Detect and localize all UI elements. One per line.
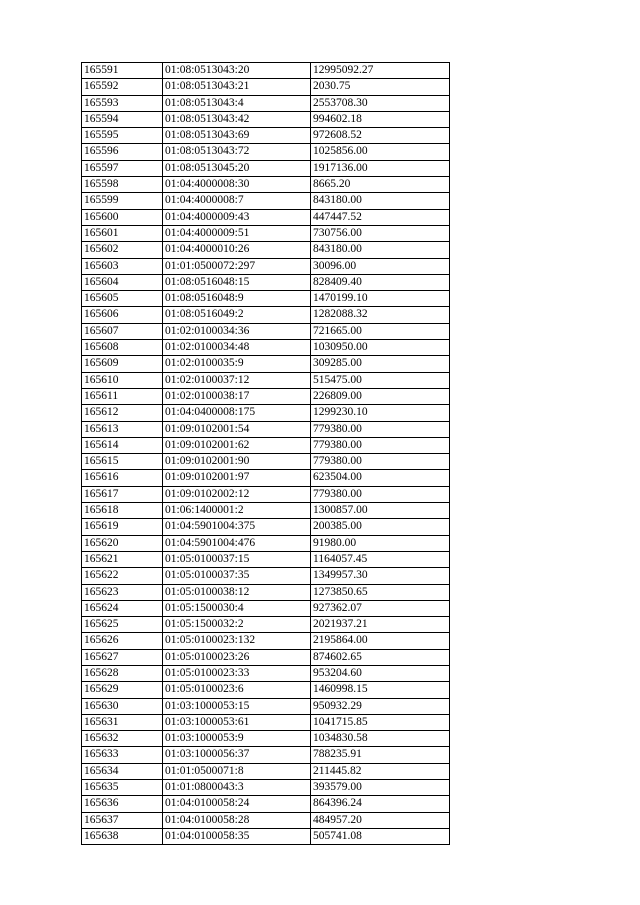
table-row xyxy=(82,535,450,551)
row-code-cell: 01:04:0100058:35 xyxy=(163,828,311,844)
row-amount-cell: 779380.00 xyxy=(311,454,450,470)
row-code-cell: 01:04:4000009:51 xyxy=(163,225,311,241)
row-id-cell: 165636 xyxy=(82,796,163,812)
row-amount-cell: 91980.00 xyxy=(311,535,450,551)
row-id-cell: 165594 xyxy=(82,111,163,127)
row-id-cell: 165607 xyxy=(82,323,163,339)
row-id-cell: 165629 xyxy=(82,682,163,698)
table-row xyxy=(82,551,450,567)
row-code-cell: 01:09:0102002:12 xyxy=(163,486,311,502)
table-row xyxy=(82,111,450,127)
row-amount-cell: 864396.24 xyxy=(311,796,450,812)
row-id-cell: 165598 xyxy=(82,177,163,193)
row-amount-cell: 927362.07 xyxy=(311,600,450,616)
row-id-cell: 165635 xyxy=(82,780,163,796)
row-id-cell: 165613 xyxy=(82,421,163,437)
row-id-cell: 165608 xyxy=(82,340,163,356)
row-amount-cell: 1349957.30 xyxy=(311,568,450,584)
row-amount-cell: 2021937.21 xyxy=(311,617,450,633)
row-code-cell: 01:05:0100037:15 xyxy=(163,551,311,567)
row-id-cell: 165603 xyxy=(82,258,163,274)
row-id-cell: 165591 xyxy=(82,63,163,79)
row-id-cell: 165612 xyxy=(82,405,163,421)
row-id-cell: 165618 xyxy=(82,503,163,519)
row-amount-cell: 200385.00 xyxy=(311,519,450,535)
row-id-cell: 165626 xyxy=(82,633,163,649)
row-amount-cell: 623504.00 xyxy=(311,470,450,486)
table-row xyxy=(82,356,450,372)
row-code-cell: 01:03:1000053:15 xyxy=(163,698,311,714)
row-id-cell: 165610 xyxy=(82,372,163,388)
table-row xyxy=(82,372,450,388)
row-amount-cell: 2195864.00 xyxy=(311,633,450,649)
row-amount-cell: 2030.75 xyxy=(311,79,450,95)
row-amount-cell: 309285.00 xyxy=(311,356,450,372)
table-row xyxy=(82,340,450,356)
row-code-cell: 01:05:0100023:6 xyxy=(163,682,311,698)
row-code-cell: 01:02:0100034:36 xyxy=(163,323,311,339)
row-amount-cell: 1025856.00 xyxy=(311,144,450,160)
row-amount-cell: 1034830.58 xyxy=(311,731,450,747)
row-amount-cell: 994602.18 xyxy=(311,111,450,127)
row-code-cell: 01:08:0516049:2 xyxy=(163,307,311,323)
row-code-cell: 01:05:1500030:4 xyxy=(163,600,311,616)
row-id-cell: 165592 xyxy=(82,79,163,95)
table-row xyxy=(82,291,450,307)
table-row xyxy=(82,323,450,339)
row-code-cell: 01:05:0100023:132 xyxy=(163,633,311,649)
row-id-cell: 165599 xyxy=(82,193,163,209)
row-id-cell: 165622 xyxy=(82,568,163,584)
table-row xyxy=(82,225,450,241)
row-id-cell: 165601 xyxy=(82,225,163,241)
row-id-cell: 165627 xyxy=(82,649,163,665)
row-code-cell: 01:03:1000053:61 xyxy=(163,714,311,730)
row-code-cell: 01:03:1000053:9 xyxy=(163,731,311,747)
row-amount-cell: 12995092.27 xyxy=(311,63,450,79)
table-row xyxy=(82,698,450,714)
row-id-cell: 165600 xyxy=(82,209,163,225)
table-row xyxy=(82,649,450,665)
row-id-cell: 165625 xyxy=(82,617,163,633)
table-row xyxy=(82,747,450,763)
row-code-cell: 01:01:0800043:3 xyxy=(163,780,311,796)
row-id-cell: 165616 xyxy=(82,470,163,486)
row-id-cell: 165638 xyxy=(82,828,163,844)
row-code-cell: 01:02:0100037:12 xyxy=(163,372,311,388)
row-amount-cell: 447447.52 xyxy=(311,209,450,225)
row-amount-cell: 972608.52 xyxy=(311,128,450,144)
row-id-cell: 165617 xyxy=(82,486,163,502)
table-row xyxy=(82,828,450,844)
row-id-cell: 165597 xyxy=(82,160,163,176)
row-code-cell: 01:08:0513043:21 xyxy=(163,79,311,95)
row-amount-cell: 1299230.10 xyxy=(311,405,450,421)
row-amount-cell: 828409.40 xyxy=(311,274,450,290)
table-row xyxy=(82,388,450,404)
table-row xyxy=(82,258,450,274)
table-row xyxy=(82,421,450,437)
table-row xyxy=(82,486,450,502)
row-amount-cell: 1164057.45 xyxy=(311,551,450,567)
table-row xyxy=(82,470,450,486)
row-code-cell: 01:05:1500032:2 xyxy=(163,617,311,633)
row-amount-cell: 393579.00 xyxy=(311,780,450,796)
row-amount-cell: 1282088.32 xyxy=(311,307,450,323)
table-row xyxy=(82,160,450,176)
row-code-cell: 01:04:4000008:30 xyxy=(163,177,311,193)
row-amount-cell: 1273850.65 xyxy=(311,584,450,600)
row-amount-cell: 874602.65 xyxy=(311,649,450,665)
row-code-cell: 01:01:0500071:8 xyxy=(163,763,311,779)
row-id-cell: 165602 xyxy=(82,242,163,258)
row-code-cell: 01:02:0100038:17 xyxy=(163,388,311,404)
table-row xyxy=(82,780,450,796)
row-amount-cell: 1470199.10 xyxy=(311,291,450,307)
table-row xyxy=(82,177,450,193)
table-row xyxy=(82,405,450,421)
row-amount-cell: 730756.00 xyxy=(311,225,450,241)
row-code-cell: 01:03:1000056:37 xyxy=(163,747,311,763)
row-code-cell: 01:08:0513043:20 xyxy=(163,63,311,79)
row-amount-cell: 779380.00 xyxy=(311,421,450,437)
row-code-cell: 01:02:0100035:9 xyxy=(163,356,311,372)
row-amount-cell: 484957.20 xyxy=(311,812,450,828)
row-id-cell: 165630 xyxy=(82,698,163,714)
table-row xyxy=(82,242,450,258)
table-row xyxy=(82,519,450,535)
row-amount-cell: 721665.00 xyxy=(311,323,450,339)
row-id-cell: 165632 xyxy=(82,731,163,747)
row-id-cell: 165596 xyxy=(82,144,163,160)
table-row xyxy=(82,568,450,584)
row-code-cell: 01:05:0100023:26 xyxy=(163,649,311,665)
table-row xyxy=(82,437,450,453)
row-id-cell: 165604 xyxy=(82,274,163,290)
table-row xyxy=(82,63,450,79)
row-code-cell: 01:08:0516048:15 xyxy=(163,274,311,290)
row-amount-cell: 1300857.00 xyxy=(311,503,450,519)
table-row xyxy=(82,763,450,779)
row-code-cell: 01:08:0513043:69 xyxy=(163,128,311,144)
row-id-cell: 165637 xyxy=(82,812,163,828)
table-row xyxy=(82,454,450,470)
row-id-cell: 165606 xyxy=(82,307,163,323)
row-id-cell: 165633 xyxy=(82,747,163,763)
table-row xyxy=(82,796,450,812)
table-row xyxy=(82,665,450,681)
row-code-cell: 01:08:0513043:42 xyxy=(163,111,311,127)
row-code-cell: 01:08:0513043:4 xyxy=(163,95,311,111)
table-row xyxy=(82,584,450,600)
row-code-cell: 01:04:4000008:7 xyxy=(163,193,311,209)
table-row xyxy=(82,682,450,698)
table-row xyxy=(82,274,450,290)
row-id-cell: 165624 xyxy=(82,600,163,616)
row-amount-cell: 953204.60 xyxy=(311,665,450,681)
table-row xyxy=(82,731,450,747)
row-code-cell: 01:04:0400008:175 xyxy=(163,405,311,421)
row-amount-cell: 843180.00 xyxy=(311,242,450,258)
row-code-cell: 01:09:0102001:54 xyxy=(163,421,311,437)
row-code-cell: 01:09:0102001:62 xyxy=(163,437,311,453)
table-row xyxy=(82,617,450,633)
row-code-cell: 01:05:0100023:33 xyxy=(163,665,311,681)
row-code-cell: 01:04:5901004:375 xyxy=(163,519,311,535)
table-row xyxy=(82,503,450,519)
row-code-cell: 01:02:0100034:48 xyxy=(163,340,311,356)
row-amount-cell: 1030950.00 xyxy=(311,340,450,356)
table-row xyxy=(82,209,450,225)
row-id-cell: 165615 xyxy=(82,454,163,470)
row-id-cell: 165619 xyxy=(82,519,163,535)
row-id-cell: 165620 xyxy=(82,535,163,551)
row-amount-cell: 226809.00 xyxy=(311,388,450,404)
row-code-cell: 01:08:0513043:72 xyxy=(163,144,311,160)
table-row xyxy=(82,144,450,160)
row-code-cell: 01:04:0100058:28 xyxy=(163,812,311,828)
row-id-cell: 165628 xyxy=(82,665,163,681)
table-row xyxy=(82,95,450,111)
row-code-cell: 01:04:0100058:24 xyxy=(163,796,311,812)
table-row xyxy=(82,307,450,323)
row-amount-cell: 843180.00 xyxy=(311,193,450,209)
row-code-cell: 01:08:0513045:20 xyxy=(163,160,311,176)
row-code-cell: 01:08:0516048:9 xyxy=(163,291,311,307)
row-code-cell: 01:01:0500072:297 xyxy=(163,258,311,274)
row-amount-cell: 211445.82 xyxy=(311,763,450,779)
row-code-cell: 01:04:5901004:476 xyxy=(163,535,311,551)
row-id-cell: 165623 xyxy=(82,584,163,600)
data-table xyxy=(81,62,450,845)
row-code-cell: 01:04:4000010:26 xyxy=(163,242,311,258)
row-code-cell: 01:05:0100037:35 xyxy=(163,568,311,584)
row-amount-cell: 779380.00 xyxy=(311,437,450,453)
table-row xyxy=(82,714,450,730)
row-code-cell: 01:09:0102001:97 xyxy=(163,470,311,486)
row-amount-cell: 2553708.30 xyxy=(311,95,450,111)
table-row xyxy=(82,193,450,209)
table-row xyxy=(82,79,450,95)
row-amount-cell: 1917136.00 xyxy=(311,160,450,176)
row-amount-cell: 515475.00 xyxy=(311,372,450,388)
row-code-cell: 01:09:0102001:90 xyxy=(163,454,311,470)
row-amount-cell: 1460998.15 xyxy=(311,682,450,698)
row-amount-cell: 8665.20 xyxy=(311,177,450,193)
table-row xyxy=(82,600,450,616)
row-amount-cell: 30096.00 xyxy=(311,258,450,274)
row-id-cell: 165621 xyxy=(82,551,163,567)
row-code-cell: 01:05:0100038:12 xyxy=(163,584,311,600)
row-id-cell: 165631 xyxy=(82,714,163,730)
row-code-cell: 01:04:4000009:43 xyxy=(163,209,311,225)
row-id-cell: 165605 xyxy=(82,291,163,307)
row-id-cell: 165593 xyxy=(82,95,163,111)
row-amount-cell: 950932.29 xyxy=(311,698,450,714)
row-code-cell: 01:06:1400001:2 xyxy=(163,503,311,519)
row-amount-cell: 1041715.85 xyxy=(311,714,450,730)
row-amount-cell: 788235.91 xyxy=(311,747,450,763)
row-id-cell: 165609 xyxy=(82,356,163,372)
table-body xyxy=(82,63,450,845)
row-id-cell: 165614 xyxy=(82,437,163,453)
row-id-cell: 165611 xyxy=(82,388,163,404)
row-amount-cell: 505741.08 xyxy=(311,828,450,844)
row-id-cell: 165634 xyxy=(82,763,163,779)
row-id-cell: 165595 xyxy=(82,128,163,144)
table-row xyxy=(82,128,450,144)
table-row xyxy=(82,812,450,828)
table-row xyxy=(82,633,450,649)
row-amount-cell: 779380.00 xyxy=(311,486,450,502)
